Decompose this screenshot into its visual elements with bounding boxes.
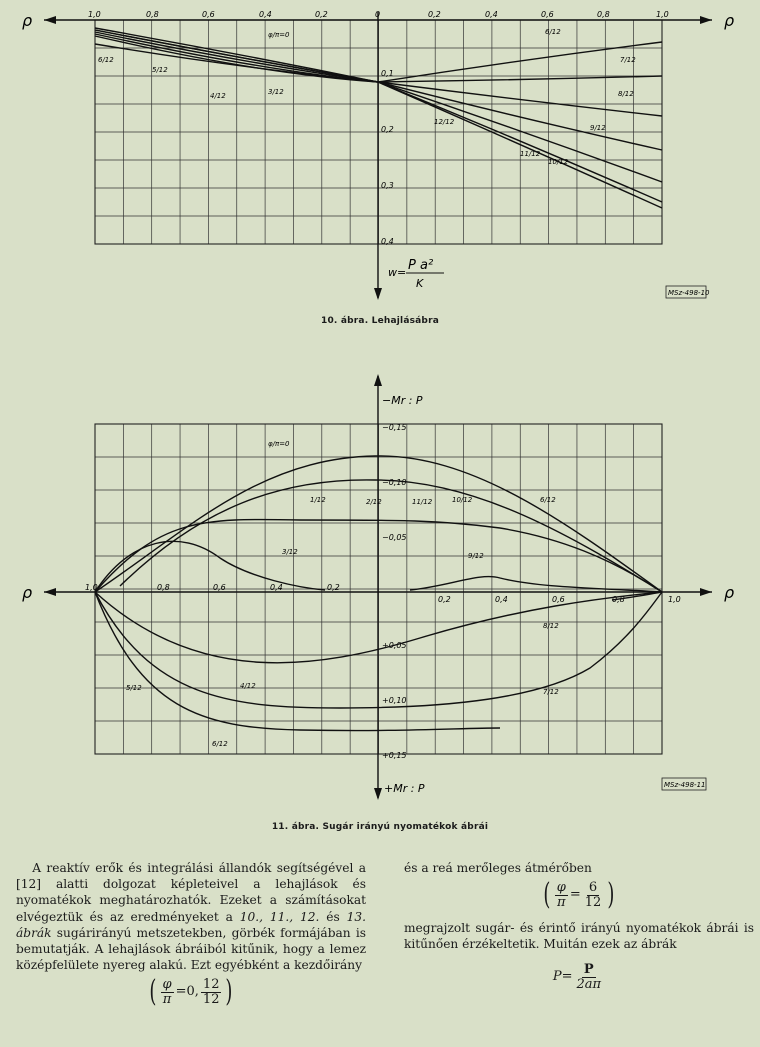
figure-10-plot — [0, 0, 760, 310]
svg-text:φ/π=0: φ/π=0 — [268, 440, 290, 448]
figure-11-caption: 11. ábra. Sugár irányú nyomatékok ábrái — [271, 822, 489, 832]
curve-label: 10/12 — [548, 158, 569, 166]
tick-label: +0,05 — [382, 641, 407, 650]
svg-text:8/12: 8/12 — [543, 622, 559, 630]
tick-label: −0,10 — [382, 478, 407, 487]
tick-label: 0,2 — [438, 595, 451, 604]
svg-text:6/12: 6/12 — [212, 740, 228, 748]
tick-label: 1,0 — [85, 583, 98, 592]
curve-label: 8/12 — [618, 90, 634, 98]
curve-label: 4/12 — [210, 92, 226, 100]
svg-text:K: K — [416, 277, 424, 290]
tick-label: 0,6 — [202, 10, 215, 19]
tick-label: −0,15 — [382, 423, 407, 432]
tick-label: 0,1 — [381, 69, 394, 78]
figure-11 — [0, 368, 760, 832]
tick-label: 0,6 — [552, 595, 565, 604]
svg-text:10/12: 10/12 — [452, 496, 473, 504]
tick-label: 0,4 — [381, 237, 394, 246]
svg-text:w=: w= — [388, 266, 407, 279]
figure-10-id-tag: MSz-498-10 — [668, 289, 710, 297]
tick-label: 0,8 — [146, 10, 159, 19]
figure-11-id-tag: MSz-498-11 — [664, 781, 706, 789]
figure-10-rho-right: ρ — [724, 11, 735, 30]
left-column — [16, 860, 366, 1011]
tick-label: 0,4 — [270, 583, 283, 592]
svg-text:ρ: ρ — [22, 583, 33, 602]
figure-10-left-arrow — [44, 16, 56, 24]
figure-10-w-formula — [388, 258, 444, 290]
curve-label: 7/12 — [620, 56, 636, 64]
curve-label: 5/12 — [152, 66, 168, 74]
figure-10 — [0, 0, 760, 326]
tick-label: 0,4 — [485, 10, 498, 19]
figure-11-curve-labels — [126, 440, 559, 748]
figure-10-rho-left: ρ — [22, 11, 33, 30]
svg-text:4/12: 4/12 — [240, 682, 256, 690]
svg-text:11/12: 11/12 — [412, 498, 433, 506]
figure-11-curve — [95, 592, 500, 731]
tick-label: 0,8 — [597, 10, 610, 19]
svg-text:1/12: 1/12 — [310, 496, 326, 504]
svg-text:5/12: 5/12 — [126, 684, 142, 692]
tick-label: 1,0 — [656, 10, 669, 19]
figure-11-curve — [410, 577, 662, 592]
svg-text:2/12: 2/12 — [366, 498, 382, 506]
tick-label: 0,8 — [157, 583, 170, 592]
svg-text:P a²: P a² — [408, 258, 434, 273]
tick-label: 0,4 — [259, 10, 272, 19]
tick-label: 0 — [375, 10, 381, 19]
tick-label: 0,6 — [213, 583, 226, 592]
tick-label: 0,8 — [612, 595, 625, 604]
svg-text:3/12: 3/12 — [282, 548, 298, 556]
tick-label: 1,0 — [668, 595, 681, 604]
figure-11-bottom-label: +Mr : P — [384, 782, 425, 795]
p-formula: P = $\frac{P}{2a\pi}$ — [552, 961, 602, 992]
figure-11-top-label: −Mr : P — [382, 394, 423, 407]
figure-10-down-arrow — [374, 288, 382, 300]
tick-label: +0,10 — [382, 696, 407, 705]
left-paragraph: A reaktív erők és integrálási állandók segítségével a [12] alatti dolgozat képleteivel a lehajlások és nyomatékok meghatározhatók. Ezeket a számításokat elvégeztük és az eredményeket a 10., 11., 12. és 13. ábrák sugárirányú metszetekben, görbék formájában is bemutatják. A lehajlások ábráiból kitűnik, hogy a lemez középfelülete nyereg alakú. Ezt egyébként a kezdőirány — [16, 861, 367, 973]
tick-label: 0,4 — [495, 595, 508, 604]
tick-label: 1,0 — [88, 10, 101, 19]
right-formula: ( $\frac{\varphi}{\pi}$ = $\frac{6}{12}$ ) — [543, 877, 615, 913]
svg-text:6/12: 6/12 — [540, 496, 556, 504]
svg-text:7/12: 7/12 — [543, 688, 559, 696]
curve-label: 12/12 — [434, 118, 455, 126]
tick-label: −0,05 — [382, 533, 407, 542]
curve-label: 11/12 — [520, 150, 541, 158]
tick-label: +0,15 — [382, 751, 407, 760]
figure-11-plot — [0, 368, 760, 808]
figure-10-right-arrow — [700, 16, 712, 24]
curve-label: φ/π=0 — [268, 31, 290, 39]
tick-label: 0,2 — [315, 10, 328, 19]
svg-text:9/12: 9/12 — [468, 552, 484, 560]
figure-10-caption: 10. ábra. Lehajlásábra — [320, 316, 439, 326]
right-paragraph: megrajzolt sugár- és érintő irányú nyomatékok ábrái is kitűnően érzékeltetik. Muitán ezek az ábrák — [404, 921, 754, 952]
tick-label: 0,2 — [381, 125, 394, 134]
left-formula: ( $\frac{\varphi}{\pi}$ =0, $\frac{12}{12}$ ) — [149, 974, 233, 1010]
tick-label: 0,3 — [381, 181, 394, 190]
curve-label: 6/12 — [545, 28, 561, 36]
curve-label: 3/12 — [268, 88, 284, 96]
curve-label: 9/12 — [590, 124, 606, 132]
tick-label: 0,2 — [428, 10, 441, 19]
svg-text:ρ: ρ — [724, 583, 735, 602]
right-intro: és a reá merőleges átmérőben — [404, 861, 592, 875]
tick-label: 0,2 — [327, 583, 340, 592]
tick-label: 0,6 — [541, 10, 554, 19]
curve-label: 6/12 — [98, 56, 114, 64]
right-column — [404, 860, 754, 996]
